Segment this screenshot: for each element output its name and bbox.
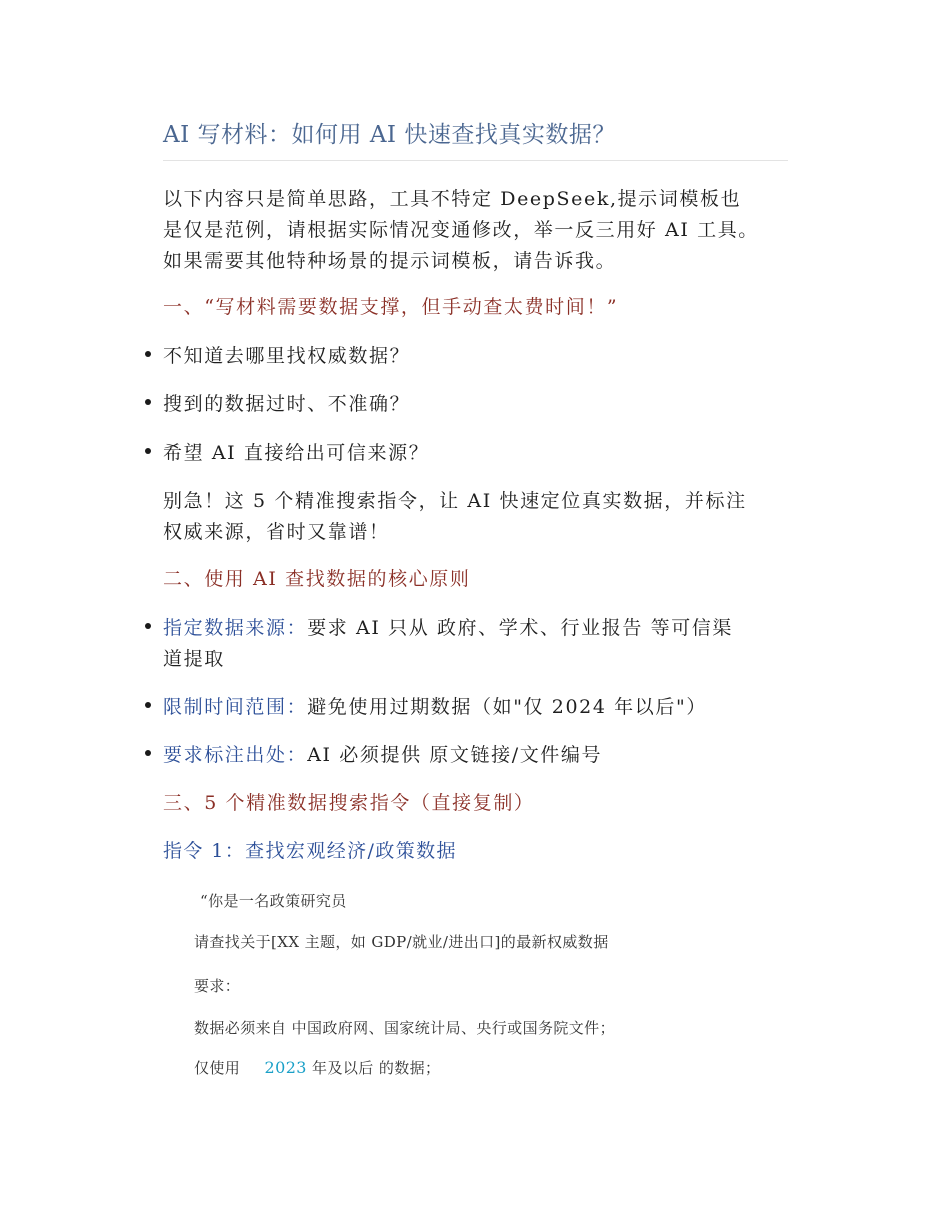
section-3-heading: 三、5 个精准数据搜索指令（直接复制） — [163, 792, 535, 814]
list-item — [163, 692, 707, 719]
list-item: 搜到的数据过时、不准确？ — [163, 393, 411, 415]
bullet-dot — [145, 702, 151, 708]
principle-label: 要求标注出处： — [163, 744, 308, 766]
page-title: AI 写材料：如何用 AI 快速查找真实数据？ — [163, 122, 616, 148]
principle-text: 避免使用过期数据（如"仅 2024 年以后"） — [307, 696, 707, 718]
prompt-line-3: 要求： — [194, 977, 241, 995]
command-1-heading: 指令 1：查找宏观经济/政策数据 — [163, 840, 457, 862]
intro-line-1: 以下内容只是简单思路，工具不特定 DeepSeek,提示词模板也 — [163, 188, 742, 210]
principle-label: 指定数据来源： — [163, 617, 308, 639]
principle-text: 要求 AI 只从 政府、学术、行业报告 等可信渠 — [307, 617, 733, 639]
bullet-dot — [145, 623, 151, 629]
prompt-line-1: “你是一名政策研究员 — [200, 892, 347, 910]
bullet-dot — [145, 351, 151, 357]
prompt-line-4: 数据必须来自 中国政府网、国家统计局、央行或国务院文件； — [194, 1019, 615, 1037]
list-item — [163, 740, 602, 767]
section-1-closing-line-1: 别急！这 5 个精准搜索指令，让 AI 快速定位真实数据，并标注 — [163, 490, 747, 512]
title-divider — [163, 160, 788, 161]
principle-text: AI 必须提供 原文链接/文件编号 — [307, 744, 603, 766]
bullet-dot — [145, 750, 151, 756]
bullet-dot — [145, 448, 151, 454]
year-highlight: 2023 — [264, 1058, 307, 1077]
intro-line-3: 如果需要其他特种场景的提示词模板，请告诉我。 — [163, 250, 617, 272]
list-item: 希望 AI 直接给出可信来源？ — [163, 442, 430, 464]
prompt-line-5 — [194, 1057, 440, 1078]
prompt-line-5-prefix: 仅使用 — [194, 1059, 241, 1077]
prompt-line-2: 请查找关于[XX 主题，如 GDP/就业/进出口]的最新权威数据 — [194, 933, 609, 951]
section-2-heading: 二、使用 AI 查找数据的核心原则 — [163, 568, 471, 590]
section-1-closing-line-2: 权威来源，省时又靠谱！ — [163, 521, 390, 543]
prompt-line-5-suffix: 年及以后 的数据； — [312, 1059, 441, 1077]
intro-line-2: 是仅是范例，请根据实际情况变通修改，举一反三用好 AI 工具。 — [163, 219, 759, 241]
section-1-heading: 一、“写材料需要数据支撑，但手动查太费时间！” — [163, 296, 619, 318]
principle-text-continued: 道提取 — [163, 648, 225, 670]
principle-label: 限制时间范围： — [163, 696, 308, 718]
list-item — [163, 613, 733, 640]
bullet-dot — [145, 399, 151, 405]
list-item: 不知道去哪里找权威数据？ — [163, 345, 411, 367]
